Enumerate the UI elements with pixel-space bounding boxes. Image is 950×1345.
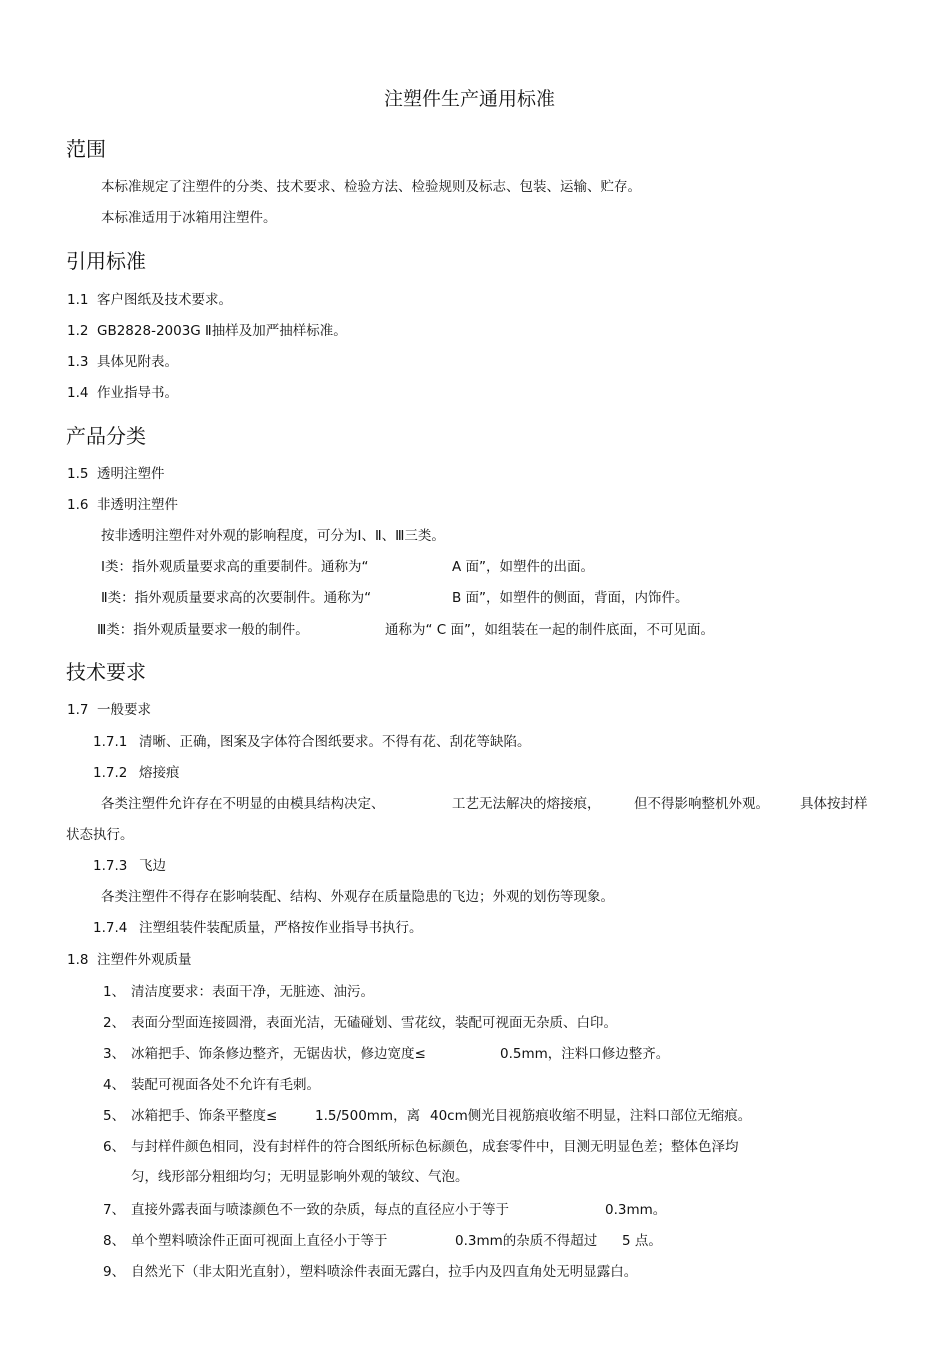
item-number: 1.7.2 [93, 765, 128, 781]
class-1-text: Ⅰ类：指外观质量要求高的重要制件。通称为“ [101, 559, 369, 575]
item-number: 1、 [103, 984, 126, 1000]
item-number: 1.3 [67, 354, 89, 370]
item-text: 冰箱把手、饰条修边整齐，无锯齿状，修边宽度≤ [131, 1046, 426, 1062]
numbered-item [103, 1011, 617, 1031]
paragraph: 各类注塑件不得存在影响装配、结构、外观存在质量隐患的飞边；外观的划伤等现象。 [101, 889, 614, 905]
numbered-item [103, 1104, 277, 1124]
item-number: 1.7.3 [93, 858, 128, 874]
section-heading-references: 引用标准 [66, 249, 146, 273]
item-text: 表面分型面连接圆滑，表面光洁，无磕碰划、雪花纹，装配可视面无杂质、白印。 [131, 1015, 617, 1031]
list-item [93, 761, 180, 781]
item-number: 9、 [103, 1264, 126, 1280]
numbered-item-cont: 5 点。 [622, 1233, 662, 1249]
item-number: 7、 [103, 1202, 126, 1218]
item-number: 1.2 [67, 323, 89, 339]
item-text: 客户图纸及技术要求。 [97, 292, 232, 308]
list-item [67, 319, 347, 339]
list-item [67, 493, 178, 513]
item-number: 1.5 [67, 466, 89, 482]
item-text: 一般要求 [97, 702, 151, 718]
numbered-item [103, 980, 374, 1000]
list-item [67, 698, 151, 718]
item-text: 作业指导书。 [97, 385, 178, 401]
numbered-item [103, 1073, 320, 1093]
section-heading-scope: 范围 [66, 137, 106, 161]
numbered-item [103, 1135, 739, 1155]
numbered-item [103, 1042, 426, 1062]
item-text: GB2828-2003G Ⅱ抽样及加严抽样标准。 [97, 323, 347, 339]
item-number: 4、 [103, 1077, 126, 1093]
document-title: 注塑件生产通用标准 [384, 88, 556, 110]
item-number: 1.7 [67, 702, 89, 718]
item-number: 1.8 [67, 952, 89, 968]
item-text: 飞边 [139, 858, 166, 874]
numbered-item-cont: 40cm侧光目视筋痕收缩不明显，注料口部位无缩痕。 [430, 1108, 752, 1124]
class-1-text-cont: A 面”，如塑件的出面。 [452, 559, 595, 575]
item-number: 3、 [103, 1046, 126, 1062]
item-text: 冰箱把手、饰条平整度≤ [131, 1108, 278, 1124]
item-number: 1.7.4 [93, 920, 128, 936]
item-text: 与封样件颜色相同，没有封样件的符合图纸所标色标颜色，成套零件中，目测无明显色差；整体色泽均 [131, 1139, 739, 1155]
paragraph: 本标准规定了注塑件的分类、技术要求、检验方法、检验规则及标志、包装、运输、贮存。 [101, 179, 641, 195]
item-text: 清洁度要求：表面干净，无脏迹、油污。 [131, 984, 374, 1000]
list-item [93, 730, 531, 750]
item-text: 透明注塑件 [97, 466, 165, 482]
list-item [67, 350, 178, 370]
numbered-item [103, 1229, 388, 1249]
item-text: 自然光下（非太阳光直射），塑料喷涂件表面无露白，拉手内及四直角处无明显露白。 [131, 1264, 638, 1280]
numbered-item-cont: 0.5mm，注料口修边整齐。 [500, 1046, 670, 1062]
item-number: 1.7.1 [93, 734, 128, 750]
item-number: 5、 [103, 1108, 126, 1124]
list-item [67, 381, 178, 401]
item-number: 1.6 [67, 497, 89, 513]
item-text: 非透明注塑件 [97, 497, 178, 513]
list-item [93, 854, 166, 874]
class-2-text-cont: B 面”，如塑件的侧面，背面，内饰件。 [452, 590, 689, 606]
numbered-item-cont: 0.3mm。 [605, 1202, 667, 1218]
item-text: 直接外露表面与喷漆颜色不一致的杂质，每点的直径应小于等于 [131, 1202, 509, 1218]
item-text: 注塑件外观质量 [97, 952, 192, 968]
item-number: 1.1 [67, 292, 89, 308]
numbered-item [103, 1260, 637, 1280]
class-2-text: Ⅱ类：指外观质量要求高的次要制件。通称为“ [101, 590, 372, 606]
list-item [67, 948, 192, 968]
item-text: 清晰、正确，图案及字体符合图纸要求。不得有花、刮花等缺陷。 [139, 734, 531, 750]
paragraph: 各类注塑件允许存在不明显的由模具结构决定、 [101, 796, 385, 812]
numbered-item-line2: 匀，线形部分粗细均匀；无明显影响外观的皱纹、气泡。 [131, 1169, 469, 1185]
paragraph: 状态执行。 [66, 827, 134, 843]
item-number: 2、 [103, 1015, 126, 1031]
paragraph: 按非透明注塑件对外观的影响程度，可分为Ⅰ、Ⅱ、Ⅲ三类。 [101, 528, 445, 544]
numbered-item [103, 1198, 509, 1218]
numbered-item-cont: 1.5/500mm，离 [315, 1108, 421, 1124]
item-text: 单个塑料喷涂件正面可视面上直径小于等于 [131, 1233, 388, 1249]
item-text: 熔接痕 [139, 765, 180, 781]
paragraph: 但不得影响整机外观。 [634, 796, 769, 812]
list-item [67, 288, 232, 308]
paragraph: 本标准适用于冰箱用注塑件。 [101, 210, 277, 226]
section-heading-classification: 产品分类 [66, 424, 146, 448]
item-number: 8、 [103, 1233, 126, 1249]
item-text: 注塑组装件装配质量，严格按作业指导书执行。 [139, 920, 423, 936]
list-item [67, 462, 165, 482]
numbered-item-cont: 0.3mm的杂质不得超过 [455, 1233, 598, 1249]
item-text: 具体见附表。 [97, 354, 178, 370]
list-item [93, 916, 423, 936]
paragraph: 工艺无法解决的熔接痕， [452, 796, 601, 812]
item-number: 6、 [103, 1139, 126, 1155]
class-3-text-cont: 通称为“ C 面”，如组装在一起的制件底面，不可见面。 [385, 622, 714, 638]
item-number: 1.4 [67, 385, 89, 401]
paragraph: 具体按封样 [800, 796, 868, 812]
item-text: 装配可视面各处不允许有毛刺。 [131, 1077, 320, 1093]
section-heading-technical: 技术要求 [66, 660, 146, 684]
class-3-text: Ⅲ类：指外观质量要求一般的制件。 [97, 622, 309, 638]
